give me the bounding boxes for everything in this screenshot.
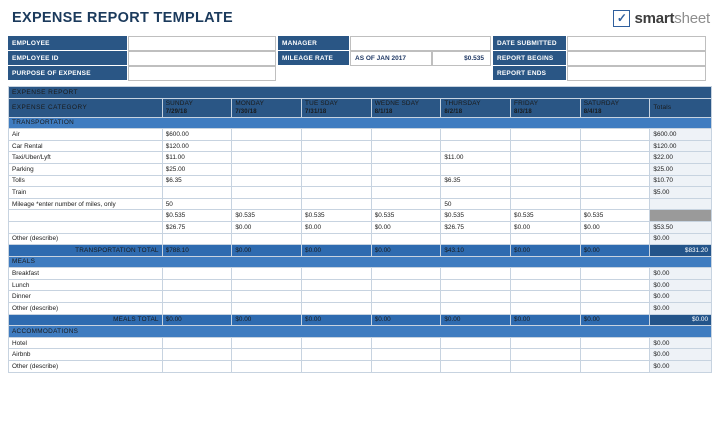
table-row[interactable] — [9, 210, 712, 222]
cell-day-5[interactable] — [511, 361, 581, 373]
cell-day-4[interactable] — [441, 349, 511, 361]
cell-day-5[interactable] — [511, 198, 581, 210]
row-total: $22.00 — [650, 152, 712, 164]
section-total-day-1: $0.00 — [232, 245, 302, 257]
cell-day-3[interactable] — [371, 187, 441, 199]
cell-day-4[interactable] — [441, 233, 511, 245]
cell-day-1[interactable] — [232, 175, 302, 187]
table-row[interactable] — [9, 152, 712, 164]
row-label: Car Rental — [9, 140, 163, 152]
cell-day-5[interactable] — [511, 233, 581, 245]
header-day-3: WEDNE SDAY 8/1/18 — [371, 98, 441, 117]
cell-day-1[interactable] — [232, 349, 302, 361]
info-row-date-submitted — [493, 36, 708, 51]
cell-day-5[interactable] — [511, 129, 581, 141]
row-label: Tolls — [9, 175, 163, 187]
row-label: Parking — [9, 163, 163, 175]
cell-day-5[interactable]: $0.535 — [511, 210, 581, 222]
section-header-row — [9, 117, 712, 129]
section-name-2: ACCOMMODATIONS — [9, 326, 712, 338]
page-title: EXPENSE REPORT TEMPLATE — [12, 10, 233, 26]
info-row-report-ends — [493, 66, 708, 81]
cell-day-4[interactable] — [441, 361, 511, 373]
cell-day-0[interactable]: $600.00 — [162, 129, 232, 141]
label-manager: MANAGER — [278, 36, 350, 51]
cell-day-5[interactable]: $0.00 — [511, 221, 581, 233]
row-total: $0.00 — [650, 233, 712, 245]
cell-day-0[interactable] — [162, 337, 232, 349]
cell-day-5[interactable] — [511, 187, 581, 199]
cell-day-3[interactable] — [371, 337, 441, 349]
cell-day-1[interactable] — [232, 337, 302, 349]
label-purpose-of-expense: PURPOSE OF EXPENSE — [8, 66, 128, 81]
cell-day-6[interactable] — [580, 279, 650, 291]
cell-day-1[interactable] — [232, 303, 302, 315]
cell-day-3[interactable] — [371, 198, 441, 210]
cell-day-4[interactable]: $6.35 — [441, 175, 511, 187]
label-employee-id: EMPLOYEE ID — [8, 51, 128, 66]
cell-day-3[interactable]: $0.00 — [371, 221, 441, 233]
info-row-report-begins — [493, 51, 708, 66]
cell-day-6[interactable]: $0.00 — [580, 221, 650, 233]
cell-day-0[interactable] — [162, 279, 232, 291]
cell-day-0[interactable] — [162, 187, 232, 199]
row-label — [9, 210, 163, 222]
cell-day-5[interactable] — [511, 175, 581, 187]
cell-day-1[interactable] — [232, 129, 302, 141]
cell-day-3[interactable] — [371, 268, 441, 280]
cell-day-2[interactable] — [302, 361, 372, 373]
cell-day-6[interactable] — [580, 140, 650, 152]
section-total-day-3: $0.00 — [371, 245, 441, 257]
cell-day-1[interactable] — [232, 361, 302, 373]
row-label: Mileage *enter number of miles, only — [9, 198, 163, 210]
header-day-6: SATURDAY 8/4/18 — [580, 98, 650, 117]
cell-day-6[interactable]: $0.535 — [580, 210, 650, 222]
cell-day-6[interactable] — [580, 268, 650, 280]
cell-day-6[interactable] — [580, 233, 650, 245]
section-total-day-4: $0.00 — [441, 314, 511, 326]
header-day-date-1: 7/30/18 — [235, 108, 257, 115]
cell-day-2[interactable] — [302, 198, 372, 210]
cell-day-1[interactable] — [232, 279, 302, 291]
cell-day-1[interactable]: $0.535 — [232, 210, 302, 222]
header-expense-category: EXPENSE CATEGORY — [9, 98, 163, 117]
section-total-day-6: $0.00 — [580, 314, 650, 326]
cell-day-6[interactable] — [580, 175, 650, 187]
document-header — [8, 0, 712, 34]
row-label: Dinner — [9, 291, 163, 303]
row-total: $120.00 — [650, 140, 712, 152]
cell-day-2[interactable]: $0.00 — [302, 221, 372, 233]
row-total: $0.00 — [650, 361, 712, 373]
cell-day-2[interactable] — [302, 152, 372, 164]
cell-day-0[interactable]: $120.00 — [162, 140, 232, 152]
section-header-row — [9, 256, 712, 268]
cell-day-4[interactable] — [441, 140, 511, 152]
field-report-ends[interactable] — [567, 66, 706, 81]
field-mileage-rate-asof[interactable]: AS OF JAN 2017 — [350, 51, 432, 66]
section-total-label: MEALS TOTAL — [9, 314, 163, 326]
table-row[interactable] — [9, 361, 712, 373]
brand-name-light: sheet — [674, 9, 710, 27]
row-label: Taxi/Uber/Lyft — [9, 152, 163, 164]
cell-day-5[interactable] — [511, 279, 581, 291]
table-row[interactable] — [9, 198, 712, 210]
brand-name-bold: smart — [634, 9, 675, 27]
row-label: Lunch — [9, 279, 163, 291]
cell-day-0[interactable] — [162, 349, 232, 361]
cell-day-5[interactable] — [511, 291, 581, 303]
field-manager[interactable] — [350, 36, 491, 51]
row-total — [650, 198, 712, 210]
info-column-right — [493, 36, 708, 81]
section-total-sum: $0.00 — [650, 314, 712, 326]
field-date-submitted[interactable] — [567, 36, 706, 51]
label-employee: EMPLOYEE — [8, 36, 128, 51]
row-total: $0.00 — [650, 268, 712, 280]
row-label: Hotel — [9, 337, 163, 349]
cell-day-5[interactable] — [511, 349, 581, 361]
header-totals: Totals — [650, 98, 712, 117]
cell-day-2[interactable] — [302, 163, 372, 175]
cell-day-4[interactable] — [441, 303, 511, 315]
cell-day-3[interactable] — [371, 349, 441, 361]
cell-day-0[interactable] — [162, 361, 232, 373]
info-column-left — [8, 36, 278, 81]
cell-day-0[interactable]: $25.00 — [162, 163, 232, 175]
cell-day-3[interactable]: $0.535 — [371, 210, 441, 222]
cell-day-4[interactable] — [441, 268, 511, 280]
cell-day-3[interactable] — [371, 361, 441, 373]
header-day-5: FRIDAY 8/3/18 — [511, 98, 581, 117]
cell-day-0[interactable]: 50 — [162, 198, 232, 210]
cell-day-6[interactable] — [580, 163, 650, 175]
cell-day-3[interactable] — [371, 129, 441, 141]
cell-day-6[interactable] — [580, 303, 650, 315]
cell-day-1[interactable]: $0.00 — [232, 221, 302, 233]
cell-day-2[interactable] — [302, 337, 372, 349]
section-total-row — [9, 314, 712, 326]
section-total-sum: $831.20 — [650, 245, 712, 257]
cell-day-3[interactable] — [371, 140, 441, 152]
cell-day-4[interactable]: $0.535 — [441, 210, 511, 222]
table-row[interactable] — [9, 175, 712, 187]
cell-day-6[interactable] — [580, 152, 650, 164]
cell-day-4[interactable]: 50 — [441, 198, 511, 210]
cell-day-2[interactable] — [302, 187, 372, 199]
cell-day-0[interactable] — [162, 303, 232, 315]
info-row-manager — [278, 36, 493, 51]
cell-day-6[interactable] — [580, 337, 650, 349]
table-row[interactable] — [9, 303, 712, 315]
cell-day-0[interactable]: $26.75 — [162, 221, 232, 233]
cell-day-4[interactable] — [441, 129, 511, 141]
section-total-day-2: $0.00 — [302, 314, 372, 326]
info-block — [8, 36, 712, 81]
field-employee-id[interactable] — [128, 51, 276, 66]
header-day-date-6: 8/4/18 — [583, 108, 602, 115]
checkmark-icon: ✓ — [613, 10, 630, 27]
section-total-day-4: $43.10 — [441, 245, 511, 257]
header-day-2: TUE SDAY 7/31/18 — [302, 98, 372, 117]
info-spacer — [278, 66, 493, 81]
section-name-1: MEALS — [9, 256, 712, 268]
section-total-day-2: $0.00 — [302, 245, 372, 257]
label-date-submitted: DATE SUBMITTED — [493, 36, 567, 51]
cell-day-2[interactable] — [302, 349, 372, 361]
table-row[interactable] — [9, 279, 712, 291]
cell-day-0[interactable]: $11.00 — [162, 152, 232, 164]
info-row-employee — [8, 36, 278, 51]
header-day-date-3: 8/1/18 — [374, 108, 393, 115]
expense-table — [8, 86, 712, 373]
table-row[interactable] — [9, 268, 712, 280]
section-total-day-1: $0.00 — [232, 314, 302, 326]
cell-day-4[interactable] — [441, 291, 511, 303]
row-total: $0.00 — [650, 291, 712, 303]
row-total — [650, 210, 712, 222]
cell-day-4[interactable] — [441, 337, 511, 349]
cell-day-3[interactable] — [371, 303, 441, 315]
cell-day-6[interactable] — [580, 129, 650, 141]
cell-day-1[interactable] — [232, 163, 302, 175]
row-total: $600.00 — [650, 129, 712, 141]
table-row[interactable] — [9, 221, 712, 233]
table-row[interactable] — [9, 349, 712, 361]
row-total: $53.50 — [650, 221, 712, 233]
info-row-mileage-rate — [278, 51, 493, 66]
row-label: Other (describe) — [9, 233, 163, 245]
cell-day-6[interactable] — [580, 198, 650, 210]
row-label: Air — [9, 129, 163, 141]
cell-day-1[interactable] — [232, 140, 302, 152]
cell-day-5[interactable] — [511, 303, 581, 315]
cell-day-5[interactable] — [511, 152, 581, 164]
field-report-begins[interactable] — [567, 51, 706, 66]
cell-day-4[interactable]: $11.00 — [441, 152, 511, 164]
cell-day-6[interactable] — [580, 361, 650, 373]
cell-day-1[interactable] — [232, 198, 302, 210]
header-day-date-2: 7/31/18 — [305, 108, 327, 115]
cell-day-4[interactable]: $26.75 — [441, 221, 511, 233]
header-day-date-4: 8/2/18 — [444, 108, 463, 115]
table-row[interactable] — [9, 163, 712, 175]
table-row[interactable] — [9, 233, 712, 245]
section-total-day-0: $0.00 — [162, 314, 232, 326]
row-total: $0.00 — [650, 349, 712, 361]
cell-day-5[interactable] — [511, 268, 581, 280]
cell-day-6[interactable] — [580, 187, 650, 199]
table-row[interactable] — [9, 337, 712, 349]
section-header-row — [9, 326, 712, 338]
cell-day-2[interactable] — [302, 129, 372, 141]
cell-day-1[interactable] — [232, 268, 302, 280]
cell-day-2[interactable] — [302, 268, 372, 280]
section-total-day-0: $788.10 — [162, 245, 232, 257]
cell-day-1[interactable] — [232, 187, 302, 199]
row-total: $0.00 — [650, 303, 712, 315]
row-label — [9, 221, 163, 233]
section-total-day-5: $0.00 — [511, 314, 581, 326]
cell-day-4[interactable] — [441, 279, 511, 291]
header-day-date-0: 7/29/18 — [165, 108, 188, 115]
cell-day-0[interactable] — [162, 291, 232, 303]
cell-day-3[interactable] — [371, 175, 441, 187]
cell-day-2[interactable] — [302, 279, 372, 291]
row-total: $5.00 — [650, 187, 712, 199]
row-total: $25.00 — [650, 163, 712, 175]
header-day-date-5: 8/3/18 — [514, 108, 532, 115]
section-total-label: TRANSPORTATION TOTAL — [9, 245, 163, 257]
cell-day-2[interactable] — [302, 233, 372, 245]
cell-day-0[interactable] — [162, 233, 232, 245]
cell-day-5[interactable] — [511, 337, 581, 349]
row-label: Other (describe) — [9, 303, 163, 315]
cell-day-1[interactable] — [232, 152, 302, 164]
expense-table-body — [9, 87, 712, 373]
label-mileage-rate: MILEAGE RATE — [278, 51, 350, 66]
row-total: $10.70 — [650, 175, 712, 187]
header-day-0: SUNDAY 7/29/18 — [162, 98, 232, 117]
cell-day-0[interactable]: $0.535 — [162, 210, 232, 222]
info-column-middle — [278, 36, 493, 81]
field-mileage-rate-amount[interactable]: $0.535 — [432, 51, 491, 66]
field-employee[interactable] — [128, 36, 276, 51]
row-label: Train — [9, 187, 163, 199]
row-total: $0.00 — [650, 337, 712, 349]
section-total-row — [9, 245, 712, 257]
cell-day-3[interactable] — [371, 163, 441, 175]
smartsheet-logo — [613, 10, 710, 27]
section-name-0: TRANSPORTATION — [9, 117, 712, 129]
table-title: EXPENSE REPORT — [9, 87, 712, 99]
cell-day-2[interactable] — [302, 175, 372, 187]
cell-day-5[interactable] — [511, 140, 581, 152]
cell-day-4[interactable] — [441, 163, 511, 175]
row-label: Airbnb — [9, 349, 163, 361]
cell-day-6[interactable] — [580, 349, 650, 361]
info-row-employee-id — [8, 51, 278, 66]
row-label: Other (describe) — [9, 361, 163, 373]
cell-day-6[interactable] — [580, 291, 650, 303]
header-day-1: MONDAY 7/30/18 — [232, 98, 302, 117]
row-label: Breakfast — [9, 268, 163, 280]
table-header-row — [9, 98, 712, 117]
cell-day-2[interactable]: $0.535 — [302, 210, 372, 222]
cell-day-2[interactable] — [302, 303, 372, 315]
cell-day-1[interactable] — [232, 233, 302, 245]
cell-day-3[interactable] — [371, 152, 441, 164]
cell-day-2[interactable] — [302, 291, 372, 303]
brand-wordmark — [634, 10, 710, 27]
table-row[interactable] — [9, 129, 712, 141]
cell-day-4[interactable] — [441, 187, 511, 199]
cell-day-3[interactable] — [371, 291, 441, 303]
cell-day-3[interactable] — [371, 279, 441, 291]
section-total-day-5: $0.00 — [511, 245, 581, 257]
cell-day-5[interactable] — [511, 163, 581, 175]
cell-day-2[interactable] — [302, 140, 372, 152]
cell-day-0[interactable]: $6.35 — [162, 175, 232, 187]
field-purpose-of-expense[interactable] — [128, 66, 276, 81]
info-row-purpose — [8, 66, 278, 81]
table-row[interactable] — [9, 291, 712, 303]
table-row[interactable] — [9, 140, 712, 152]
cell-day-3[interactable] — [371, 233, 441, 245]
section-total-day-6: $0.00 — [580, 245, 650, 257]
table-row[interactable] — [9, 187, 712, 199]
cell-day-1[interactable] — [232, 291, 302, 303]
cell-day-0[interactable] — [162, 268, 232, 280]
table-title-row — [9, 87, 712, 99]
label-report-begins: REPORT BEGINS — [493, 51, 567, 66]
label-report-ends: REPORT ENDS — [493, 66, 567, 81]
header-day-4: THURSDAY 8/2/18 — [441, 98, 511, 117]
section-total-day-3: $0.00 — [371, 314, 441, 326]
row-total: $0.00 — [650, 279, 712, 291]
